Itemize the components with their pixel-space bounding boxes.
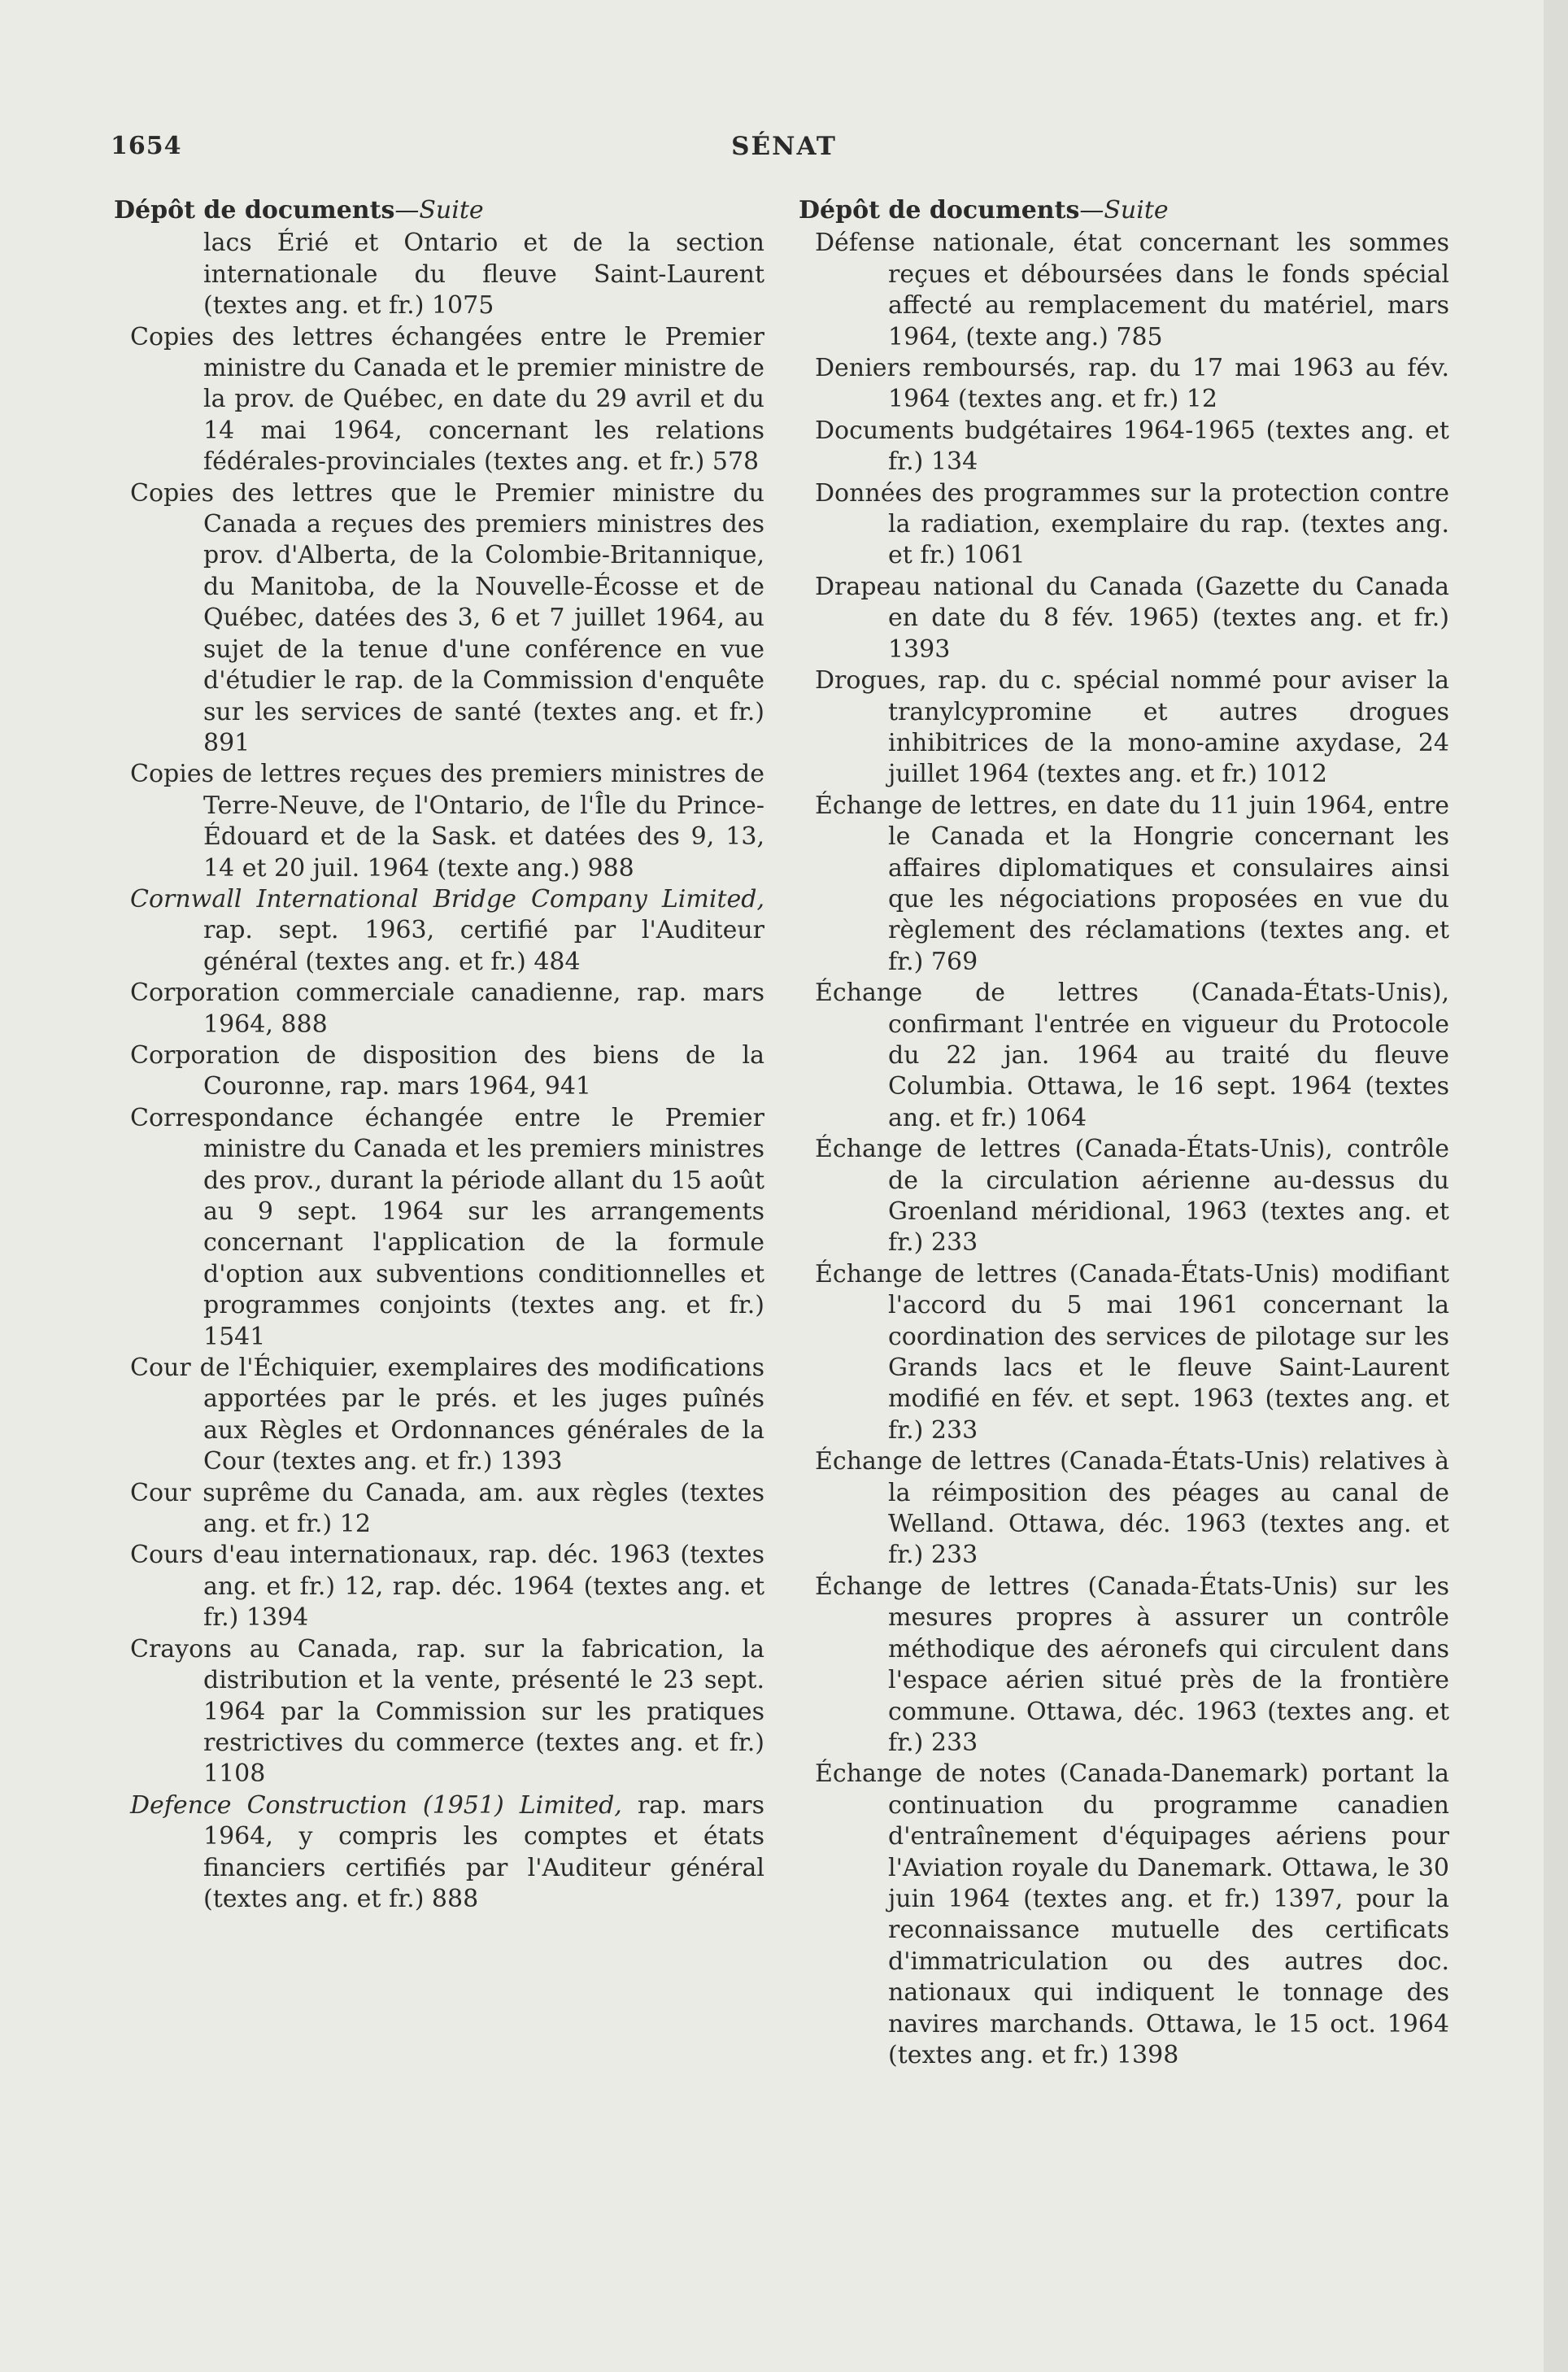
entry-italic-lead: Cornwall International Bridge Company Limited, xyxy=(130,884,764,913)
entry-text: Échange de lettres (Canada-États-Unis) modifiant l'accord du 5 mai 1961 concernant la coordination des services de pilotage sur les Grands lacs et le fleuve Saint-Laurent modifié en fév. et sept. 1963 (textes ang. et fr.) 233 xyxy=(815,1259,1449,1445)
entry-text: Échange de lettres (Canada-États-Unis) sur les mesures propres à assurer un contrôle méthodique des aéronefs qui circulent dans l'espace aérien situé près de la frontière commune. Ottawa, déc. 1963 (textes ang. et fr.) 233 xyxy=(815,1572,1449,1757)
running-head: SÉNAT xyxy=(731,132,837,161)
heading-text: Dépôt de documents xyxy=(114,196,395,225)
entry-text: Drapeau national du Canada (Gazette du Canada en date du 8 fév. 1965) (textes ang. et fr.) 1393 xyxy=(815,572,1449,664)
entry-text: Deniers remboursés, rap. du 17 mai 1963 au fév. 1964 (textes ang. et fr.) 12 xyxy=(815,354,1449,414)
index-entry xyxy=(130,884,764,978)
entry-text: Correspondance échangée entre le Premier ministre du Canada et les premiers ministres des prov., durant la période allant du 15 août au 9 sept. 1964 sur les arrangements concernant l'application de la formule d'option aux subventions conditionnelles et programmes conjoints (textes ang. et fr.) 1541 xyxy=(130,1103,764,1351)
index-entry xyxy=(815,1572,1449,1759)
right-column xyxy=(799,195,1449,2071)
index-entry xyxy=(815,478,1449,572)
right-entry-list xyxy=(815,228,1449,2071)
entry-text: rap. sept. 1963, certifié par l'Auditeur général (textes ang. et fr.) 484 xyxy=(203,916,764,976)
entry-text: Corporation commerciale canadienne, rap. mars 1964, 888 xyxy=(130,979,764,1039)
index-entry xyxy=(130,1040,764,1103)
index-entry xyxy=(130,322,764,478)
entry-text: Données des programmes sur la protection contre la radiation, exemplaire du rap. (textes ang. et fr.) 1061 xyxy=(815,478,1449,570)
heading-suite: —Suite xyxy=(1079,196,1169,225)
continued-entry: lacs Érié et Ontario et de la section internationale du fleuve Saint-Laurent (textes ang. et fr.) 1075 xyxy=(203,229,764,320)
index-entry xyxy=(815,1759,1449,2071)
heading-text: Dépôt de documents xyxy=(799,196,1080,225)
index-entry xyxy=(130,1353,764,1478)
entry-text: Échange de notes (Canada-Danemark) portant la continuation du programme canadien d'entraînement d'équipages aériens pour l'Aviation royale du Danemark. Ottawa, le 30 juin 1964 (textes ang. et fr.) 1397, pour la reconnaissance mutuelle des certificats d'immatriculation ou des autres doc. nationaux qui indiquent le tonnage des navires marchands. Ottawa, le 15 oct. 1964 (textes ang. et fr.) 1398 xyxy=(815,1759,1449,2069)
left-column-heading xyxy=(114,195,764,226)
entry-text: Copies des lettres échangées entre le Premier ministre du Canada et le premier ministre de la prov. de Québec, en date du 29 avril et du 14 mai 1964, concernant les relations fédérales-provinciales (textes ang. et fr.) 578 xyxy=(130,322,764,477)
page-number: 1654 xyxy=(111,132,182,160)
right-column-heading xyxy=(799,195,1449,226)
entry-text: Cour de l'Échiquier, exemplaires des modifications apportées par le prés. et les juges puînés aux Règles et Ordonnances générales de la Cour (textes ang. et fr.) 1393 xyxy=(130,1354,764,1476)
index-entry xyxy=(130,478,764,760)
index-entry xyxy=(130,1790,764,1916)
left-entry-list xyxy=(130,322,764,1916)
entry-text: Cour suprême du Canada, am. aux règles (textes ang. et fr.) 12 xyxy=(130,1478,764,1539)
index-entry xyxy=(815,665,1449,791)
entry-italic-lead: Defence Construction (1951) Limited, xyxy=(130,1790,622,1820)
entry-text: Copies de lettres reçues des premiers ministres de Terre-Neuve, de l'Ontario, de l'Île du Prince-Édouard et de la Sask. et datées des 9, 13, 14 et 20 juil. 1964 (texte ang.) 988 xyxy=(130,760,764,883)
left-column xyxy=(114,195,764,1915)
entry-text: Crayons au Canada, rap. sur la fabrication, la distribution et la vente, présenté le 23 sept. 1964 par la Commission sur les pratiques restrictives du commerce (textes ang. et fr.) 1108 xyxy=(130,1634,764,1789)
index-entry xyxy=(815,416,1449,478)
entry-text: Copies des lettres que le Premier ministre du Canada a reçues des premiers ministres des prov. d'Alberta, de la Colombie-Britannique, du Manitoba, de la Nouvelle-Écosse et de Québec, datées des 3, 6 et 7 juillet 1964, au sujet de la tenue d'une conférence en vue d'étudier le rap. de la Commission d'enquête sur les services de santé (textes ang. et fr.) 891 xyxy=(130,478,764,757)
entry-text: rap. mars 1964, y compris les comptes et états financiers certifiés par l'Auditeur général (textes ang. et fr.) 888 xyxy=(203,1790,764,1913)
entry-text: Défense nationale, état concernant les sommes reçues et déboursées dans le fonds spécial affecté au remplacement du matériel, mars 1964, (texte ang.) 785 xyxy=(815,229,1449,351)
page-edge-shadow xyxy=(1544,0,1568,2372)
index-entry xyxy=(130,1540,764,1633)
entry-text: Échange de lettres, en date du 11 juin 1964, entre le Canada et la Hongrie concernant les affaires diplomatiques et consulaires ainsi que les négociations proposées en vue du règlement des réclamations (textes ang. et fr.) 769 xyxy=(815,791,1449,976)
index-entry xyxy=(815,353,1449,416)
entry-text: Échange de lettres (Canada-États-Unis) relatives à la réimposition des péages au canal de Welland. Ottawa, déc. 1963 (textes ang. et fr.) 233 xyxy=(815,1447,1449,1570)
index-entry xyxy=(130,1478,764,1541)
entry-text: Cours d'eau internationaux, rap. déc. 1963 (textes ang. et fr.) 12, rap. déc. 1964 (textes ang. et fr.) 1394 xyxy=(130,1541,764,1633)
entry-text: Documents budgétaires 1964-1965 (textes ang. et fr.) 134 xyxy=(815,416,1449,477)
index-entry xyxy=(130,759,764,884)
entry-text: Échange de lettres (Canada-États-Unis), contrôle de la circulation aérienne au-dessus du Groenland méridional, 1963 (textes ang. et fr.) 233 xyxy=(815,1135,1449,1258)
entry-text: Corporation de disposition des biens de la Couronne, rap. mars 1964, 941 xyxy=(130,1040,764,1101)
index-entry xyxy=(815,228,1449,353)
index-entry xyxy=(815,791,1449,978)
entry-text: Drogues, rap. du c. spécial nommé pour aviser la tranylcypromine et autres drogues inhibitrices de la mono-amine axydase, 24 juillet 1964 (textes ang. et fr.) 1012 xyxy=(815,666,1449,789)
index-entry xyxy=(130,1634,764,1790)
index-entry xyxy=(130,1103,764,1353)
index-entry xyxy=(815,1446,1449,1572)
index-entry xyxy=(815,1259,1449,1446)
heading-suite: —Suite xyxy=(394,196,484,225)
index-entry xyxy=(815,1134,1449,1259)
entry-text: Échange de lettres (Canada-États-Unis), confirmant l'entrée en vigueur du Protocole du 22 jan. 1964 au traité du fleuve Columbia. Ottawa, le 16 sept. 1964 (textes ang. et fr.) 1064 xyxy=(815,979,1449,1132)
index-entry xyxy=(130,978,764,1040)
index-entry xyxy=(815,978,1449,1134)
index-entry xyxy=(815,572,1449,665)
